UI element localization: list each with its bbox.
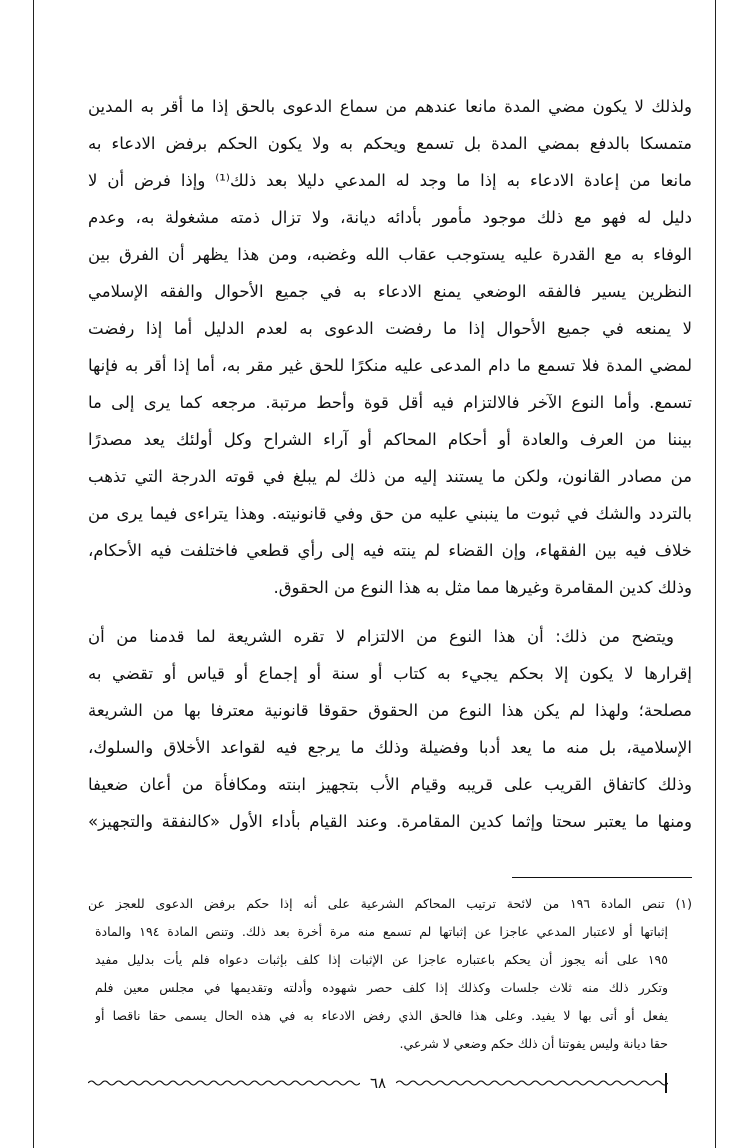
text-line: وذلك كاتفاق القريب على قريبه وقيام الأب بتجهيز ابنته ومكافأة من أعان ضعيفا <box>88 775 692 794</box>
footnote-separator <box>512 877 692 878</box>
text-line: بالتردد والشك في ثبوت ما ينبني عليه من حق وفي قانونيته. وهذا يتراءى فيما يرى من <box>88 504 692 523</box>
footnote-line: إثباتها أو لاعتبار المدعي عاجزا عن إثباتها لم تسمع منه مرة أخرة بعد ذلك. وتنص المادة ١٩٤ والمادة <box>95 924 668 939</box>
page-border-right <box>715 0 716 1148</box>
text-line: متمسكا بالدفع بمضي المدة بل تسمع ويحكم به ولا يكون الحكم برفض الادعاء به <box>88 134 692 153</box>
wavy-rule-left <box>88 1079 360 1087</box>
text-line: لمضي المدة فلا تسمع ما دام المدعى عليه منكرًا للحق غير مقر به، أما إذا أقر به فإنها <box>88 356 692 375</box>
page-number: ٦٨ <box>369 1074 387 1092</box>
text-line: الوفاء به مع القدرة عليه يستوجب عقاب الله وغضبه، ومن هذا يظهر أن الفرق بين <box>88 245 692 264</box>
text-line: النظرين يسير فالفقه الوضعي يمنع الادعاء به في جميع الأحوال والفقه الإسلامي <box>88 282 692 301</box>
footnote-line: (١) تنص المادة ١٩٦ من لائحة ترتيب المحاكم الشرعية على أنه إذا حكم برفض الدعوى للعجز عن <box>88 896 692 911</box>
footnote-line: حقا ديانة وليس يفوتنا أن ذلك حكم وضعي لا شرعي. <box>399 1036 668 1051</box>
text-line: ومنها ما يعتبر سحتا وإثما كدين المقامرة. وعند القيام بأداء الأول «كالنفقة والتجهيز» <box>88 812 692 831</box>
text-line: لا يمنعه في جميع الأحوال إذا ما رفضت الدعوى به لعدم الدليل أما إذا رفضت <box>88 319 692 338</box>
text-line: خلاف فيه بين الفقهاء، وإن القضاء لم ينته فيه إلى رأي قطعي فاختلفت فيه الأحكام، <box>88 541 692 560</box>
text-line: دليل له فهو مع ذلك موجود مأمور بأدائه ديانة، ولا تزال ذمته مشغولة به، وعدم <box>88 208 692 227</box>
page-footer <box>88 1070 668 1096</box>
text-line: ولذلك لا يكون مضي المدة مانعا عندهم من سماع الدعوى بالحق إذا ما أقر به المدين <box>88 97 692 116</box>
text-line: بيننا من العرف والعادة أو أحكام المحاكم أو آراء الشراح وكل أولئك يعد مصدرًا <box>88 430 692 449</box>
text-line: مصلحة؛ ولهذا لم يكن هذا النوع من الحقوق حقوقا قانونية معترفا بها من الشريعة <box>88 701 692 720</box>
footnote-line: ١٩٥ على أنه يجوز أن يحكم باعتباره عاجزا عن الإثبات إذا كلف بإثبات دعواه فلم يأت بدليل مفيد <box>95 952 668 967</box>
text-line: مانعا من إعادة الادعاء به إذا ما وجد له المدعي دليلا بعد ذلك⁽¹⁾ وإذا فرض أن لا <box>88 171 692 190</box>
text-line: إقرارها لا يكون إلا بحكم يجيء به كتاب أو سنة أو إجماع أو قياس أو تقضي به <box>88 664 692 683</box>
text-line: الإسلامية، بل منه ما يعد أدبا وفضيلة وذلك ما يرجع فيه لقواعد الأخلاق والسلوك، <box>88 738 692 757</box>
wavy-rule-right <box>396 1079 668 1087</box>
footnote-line: يفعل أو أتى بها لا يفيد. وعلى هذا فالحق الذي رفض الادعاء به في هذه الحال يسمى حقا ناقصا أو <box>95 1008 668 1023</box>
footer-end-bar <box>665 1073 667 1093</box>
page-border-left <box>33 0 34 1148</box>
text-line: ويتضح من ذلك: أن هذا النوع من الالتزام لا تقره الشريعة لما قدمنا من أن <box>88 627 674 646</box>
text-line: تسمع. وأما النوع الآخر فالالتزام فيه أقل قوة وأحط مرتبة. مرجعه كما يرى إلى ما <box>88 393 692 412</box>
footnote-line: وتكرر ذلك منه ثلاث جلسات وكذلك إذا كلف حصر شهوده وأدلته وتقديمها في مجلس معين فلم <box>95 980 668 995</box>
text-line: من مصادر القانون، ولكن ما يستند إليه من ذلك لم يبلغ في قوته الدرجة التي تذهب <box>88 467 692 486</box>
text-line: وذلك كدين المقامرة وغيرها مما مثل به هذا النوع من الحقوق. <box>273 578 692 597</box>
